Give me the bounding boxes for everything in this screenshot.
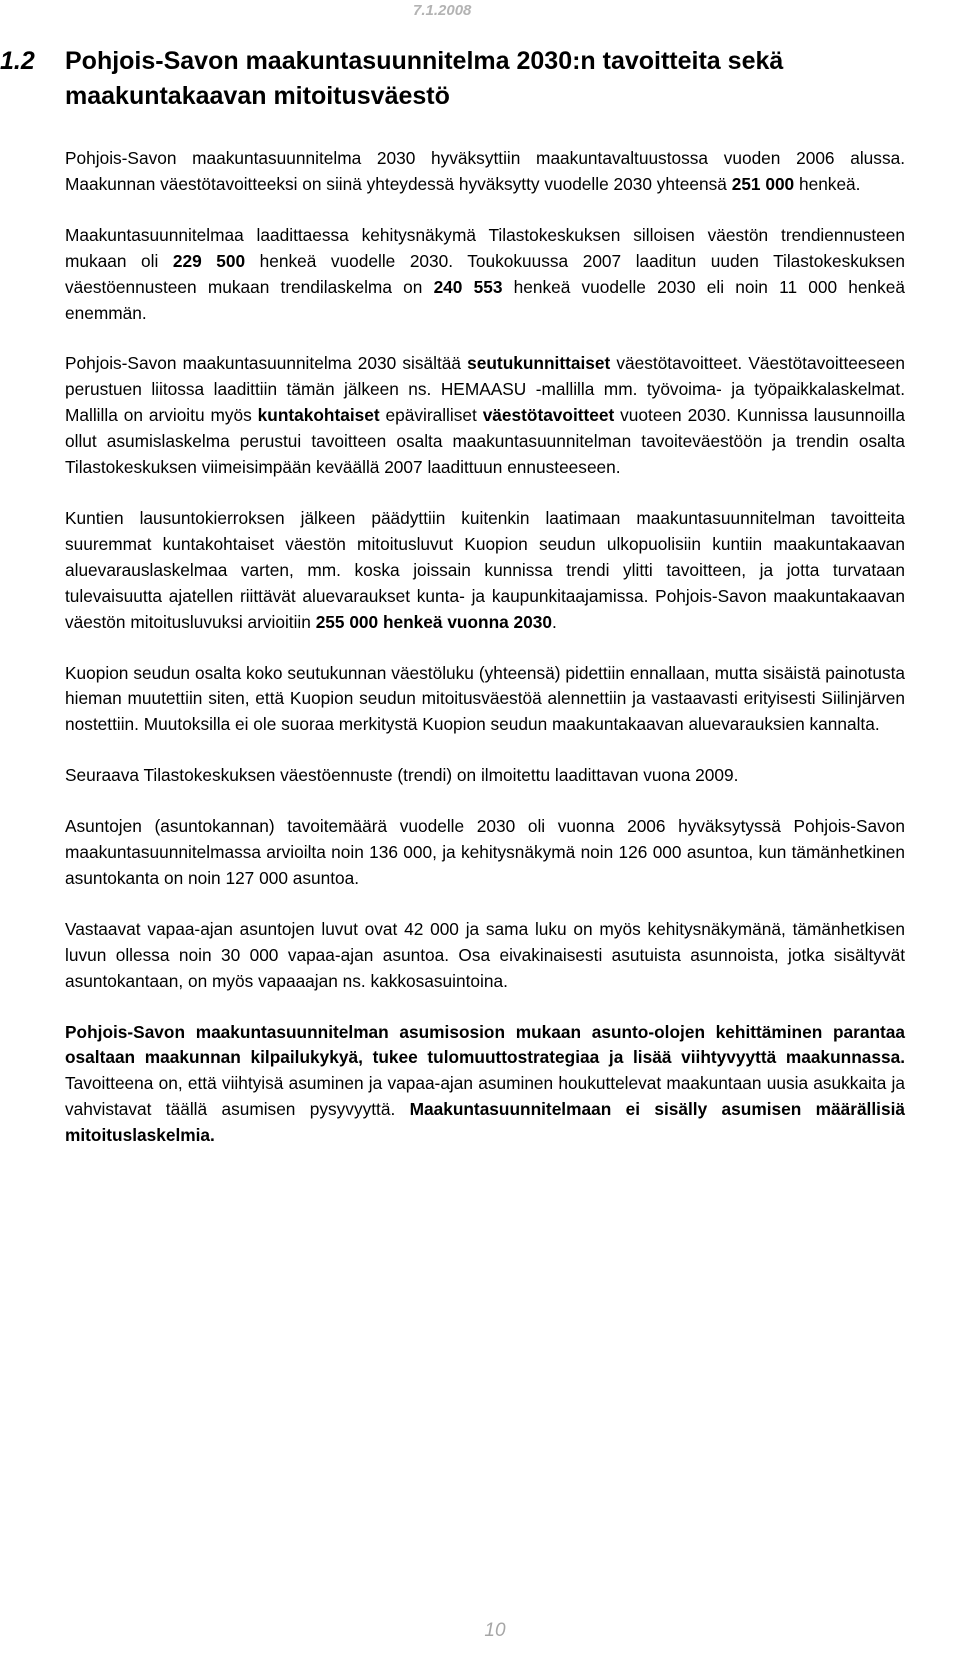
text-run: Pohjois-Savon maakuntasuunnitelma 2030 sisältää [65,353,468,374]
section-number: 1.2 [0,47,35,75]
paragraph [65,763,905,789]
paragraph [65,1020,905,1150]
text-run: Seuraava Tilastokeskuksen väestöennuste (trendi) on ilmoitettu laadittavan vuona 2009. [65,765,739,786]
bold-text: Pohjois-Savon maakuntasuunnitelman asumisosion mukaan asunto-olojen kehittäminen parantaa osaltaan maakunnan kilpailukykyä, tukee tulomuuttostrategiaa ja lisää viihtyvyyttä maakunnassa. [65,1021,905,1068]
text-run: Asuntojen (asuntokannan) tavoitemäärä vuodelle 2030 oli vuonna 2006 hyväksytyssä Pohjois-Savon maakuntasuunnitelmassa arvioilta noin 136 000, ja kehitysnäkymä noin 126 000 asuntoa, kun tämänhetkinen asuntokanta on noin 127 000 asuntoa. [65,816,905,888]
bold-text: kuntakohtaiset [257,405,380,426]
bold-text: 255 000 henkeä vuonna 2030 [315,611,553,632]
bold-text: 240 553 [433,276,503,297]
body-text [65,146,905,1174]
text-run: Tavoitteena on, että viihtyisä asuminen ja vapaa-ajan asuminen houkuttelevat maakuntaan uusia asukkaita ja vahvistavat täällä asumisen pysyvyyttä. [65,1073,905,1120]
text-run: Kuntien lausuntokierroksen jälkeen päädyttiin kuitenkin laatimaan maakuntasuunnitelman tavoitteita suuremmat kuntakohtaiset väestön mitoitusluvut Kuopion seudun ulkopuolisiin kuntiin maakuntakaavan aluevarauslaskelmaa varten, mm. koska joissain kunnissa trendi ylitti tavoitteen, ja jotta turvataan tulevaisuutta ajatellen riittävät aluevaraukset kunta- ja kaupunkitaajamissa. Pohjois-Savon maakuntakaavan väestön mitoitusluvuksi arvioitiin [65,507,905,632]
section-title: Pohjois-Savon maakuntasuunnitelma 2030:n tavoitteita sekä maakuntakaavan mitoitusväestö [65,47,784,110]
bold-text: Maakuntasuunnitelmaan ei sisälly asumisen määrällisiä mitoituslaskelmia. [65,1099,905,1146]
paragraph [65,223,905,327]
bold-text: 229 500 [172,250,246,271]
paragraph [65,506,905,636]
text-run: Kuopion seudun osalta koko seutukunnan väestöluku (yhteensä) pidettiin ennallaan, mutta sisäistä painotusta hieman muutettiin siten, että Kuopion seudun mitoitusväestöä alennettiin ja vastaavasti erityisesti Siilinjärven nostettiin. Muutoksilla ei ole suoraa merkitystä Kuopion seudun maakuntakaavan aluevarauksien kannalta. [65,662,905,735]
text-run: Pohjois-Savon maakuntasuunnitelma 2030 hyväksyttiin maakuntavaltuustossa vuoden 2006 alussa. Maakunnan väestötavoitteeksi on siinä yhteydessä hyväksytty vuodelle 2030 yhteensä [65,148,905,194]
text-run: vuoteen 2030. Kunnissa lausunnoilla ollut asumislaskelma perustui tavoitteen osalta maakuntasuunnitelman tavoiteväestöön ja trendin osalta Tilastokeskuksen viimeisimpään keväällä 2007 laadittuun ennusteeseen. [65,405,905,478]
text-run: . [552,611,557,632]
paragraph [65,814,905,892]
paragraph [65,351,905,481]
bold-text: 251 000 [731,173,795,194]
paragraph [65,661,905,739]
bold-text: seutukunnittaiset [467,353,611,374]
header-date: 7.1.2008 [413,2,472,19]
text-run: Vastaavat vapaa-ajan asuntojen luvut ovat 42 000 ja sama luku on myös kehitysnäkymänä, tämänhetkisen luvun ollessa noin 30 000 vapaa-ajan asuntoa. Osa eivakinaisesti asutuista asunnoista, jotka sisältyvät asuntokantaan, on myös vapaaajan ns. kakkosasuintoina. [65,918,905,991]
page-number: 10 [484,1620,506,1641]
bold-text: väestötavoitteet [482,405,615,426]
text-run: henkeä vuodelle 2030 eli noin 11 000 henkeä enemmän. [65,276,905,323]
text-run: epäviralliset [379,405,483,426]
paragraph [65,146,905,198]
text-run: Maakuntasuunnitelmaa laadittaessa kehitysnäkymä Tilastokeskuksen silloisen väestön trendiennusteen mukaan oli [65,224,905,271]
text-run: väestötavoitteet. Väestötavoitteeseen perustuen liitossa laadittiin tämän jälkeen ns. HEMAASU -mallilla mm. työvoima- ja työpaikkalaskelmat. Mallilla on arvioitu myös [65,353,905,426]
text-run: henkeä vuodelle 2030. Toukokuussa 2007 laaditun uuden Tilastokeskuksen väestöennusteen mukaan trendilaskelma on [65,250,905,297]
paragraph [65,917,905,995]
section-heading [0,44,920,114]
text-run: henkeä. [794,173,861,194]
